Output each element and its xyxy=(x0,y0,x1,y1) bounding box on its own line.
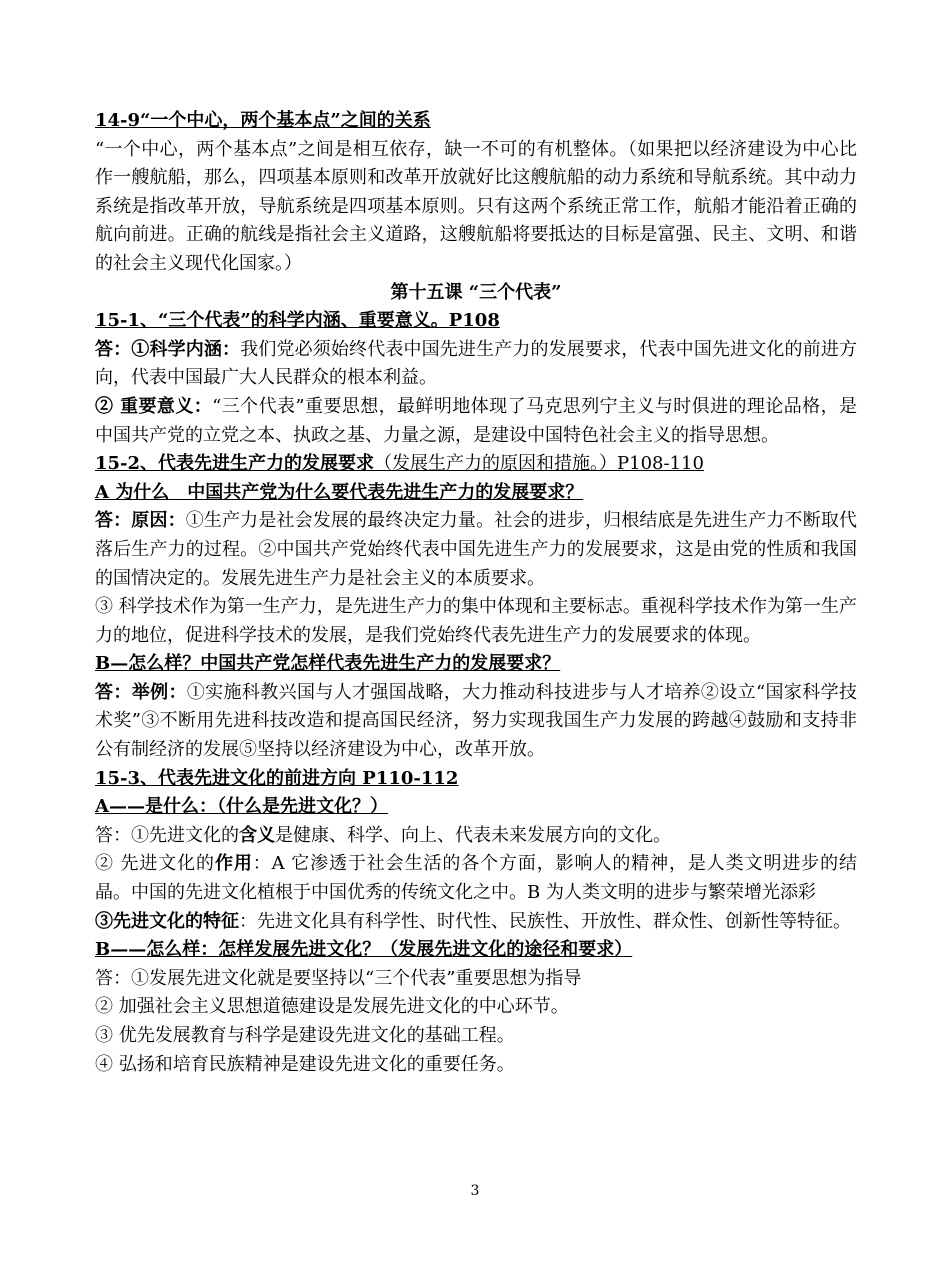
section-15-2-answer-a3: ③ 科学技术作为第一生产力，是先进生产力的集中体现和主要标志。重视科学技术作为第一生产力的地位，促进科学技术的发展，是我们党始终代表先进生产力的发展要求的体现。 xyxy=(95,596,857,646)
section-15-3-question-a: A——是什么：（什么是先进文化？） xyxy=(95,796,388,818)
section-15-2-answer-a xyxy=(95,507,857,593)
text-examples: ①实施科教兴国与人才强国战略，大力推动科技进步与人才培养②设立“国家科学技术奖”③不断用先进科技改造和提高国民经济，努力实现我国生产力发展的跨越④鼓励和支持非公有制经济的发展⑤坚持以经济建设为中心，改革开放。 xyxy=(95,681,858,761)
lesson-15-title: 第十五课 “三个代表” xyxy=(390,281,562,303)
text-prefix: 答：①先进文化的 xyxy=(95,824,239,846)
section-15-2-heading xyxy=(95,450,857,479)
section-15-3-question-b: B——怎么样：怎样发展先进文化？（发展先进文化的途径和要求） xyxy=(95,939,633,961)
text-reason: ①生产力是社会发展的最终决定力量。社会的进步，归根结底是先进生产力不断取代落后生产力的过程。②中国共产党始终代表中国先进生产力的发展要求，这是由党的性质和我国的国情决定的。发展先进生产力是社会主义的本质要求。 xyxy=(95,510,857,589)
section-15-3-answer-a1 xyxy=(95,822,857,851)
label-features: ③先进文化的特征 xyxy=(95,910,239,932)
label-scientific-connotation: 答：①科学内涵： xyxy=(95,338,241,360)
section-15-2-heading-rest: （发展生产力的原因和措施。）P108-110 xyxy=(374,453,704,475)
document-page xyxy=(95,107,857,1079)
text-meaning: 是健康、科学、向上、代表未来发展方向的文化。 xyxy=(275,824,671,846)
section-15-3-answer-b3: ③ 优先发展教育与科学是建设先进文化的基础工程。 xyxy=(95,1025,515,1046)
section-15-3-answer-b2: ② 加强社会主义思想道德建设是发展先进文化的中心环节。 xyxy=(95,996,569,1018)
section-15-3-answer-b1: 答：①发展先进文化就是要坚持以“三个代表”重要思想为指导 xyxy=(95,967,582,989)
section-15-2-heading-bold: 15-2、代表先进生产力的发展要求 xyxy=(95,453,375,475)
section-15-2-question-a: A 为什么 中国共产党为什么要代表先进生产力的发展要求？ xyxy=(95,481,584,503)
section-14-9-heading: 14-9“一个中心，两个基本点”之间的关系 xyxy=(95,110,431,131)
section-15-2-answer-b xyxy=(95,679,857,765)
section-14-9-body: “一个中心，两个基本点”之间是相互依存，缺一不可的有机整体。（如果把以经济建设为中心比作一艘航船，那么，四项基本原则和改革开放就好比这艘航船的动力系统和导航系统。其中动力系统是指改革开放，导航系统是四项基本原则。只有这两个系统正常工作，航船才能沿着正确的航向前进。正确的航线是指社会主义道路，这艘航船将要抵达的目标是富强、民主、文明、和谐的社会主义现代化国家。） xyxy=(95,138,857,274)
section-15-3-answer-a2 xyxy=(95,850,857,907)
label-significance: ② 重要意义： xyxy=(95,395,213,417)
section-15-1-heading: 15-1、“三个代表”的科学内涵、重要意义。P108 xyxy=(95,310,500,332)
label-examples: 答：举例： xyxy=(95,681,187,703)
section-15-1-answer-b xyxy=(95,393,857,450)
label-meaning: 含义 xyxy=(239,824,275,846)
text-scientific-connotation: 我们党必须始终代表中国先进生产力的发展要求，代表中国先进文化的前进方向，代表中国最广大人民群众的根本利益。 xyxy=(95,338,857,389)
text-prefix: ② 先进文化的 xyxy=(95,853,215,875)
text-function: ：A 它渗透于社会生活的各个方面，影响人的精神，是人类文明进步的结晶。中国的先进文化植根于中国优秀的传统文化之中。B 为人类文明的进步与繁荣增光添彩 xyxy=(95,853,858,904)
label-reason: 答：原因： xyxy=(95,510,186,532)
section-15-3-answer-a3 xyxy=(95,908,857,937)
page-number: 3 xyxy=(470,1183,480,1199)
section-15-3-heading: 15-3、代表先进文化的前进方向 P110-112 xyxy=(95,767,459,789)
section-15-2-question-b: B—怎么样？中国共产党怎样代表先进生产力的发展要求？ xyxy=(95,653,561,675)
text-features: ：先进文化具有科学性、时代性、民族性、开放性、群众性、创新性等特征。 xyxy=(239,910,851,932)
section-15-3-answer-b4: ④ 弘扬和培育民族精神是建设先进文化的重要任务。 xyxy=(95,1053,515,1075)
label-function: 作用 xyxy=(214,853,253,875)
section-15-1-answer-a xyxy=(95,336,857,393)
text-significance: “三个代表”重要思想，最鲜明地体现了马克思列宁主义与时俱进的理论品格，是中国共产党的立党之本、执政之基、力量之源，是建设中国特色社会主义的指导思想。 xyxy=(95,395,857,446)
